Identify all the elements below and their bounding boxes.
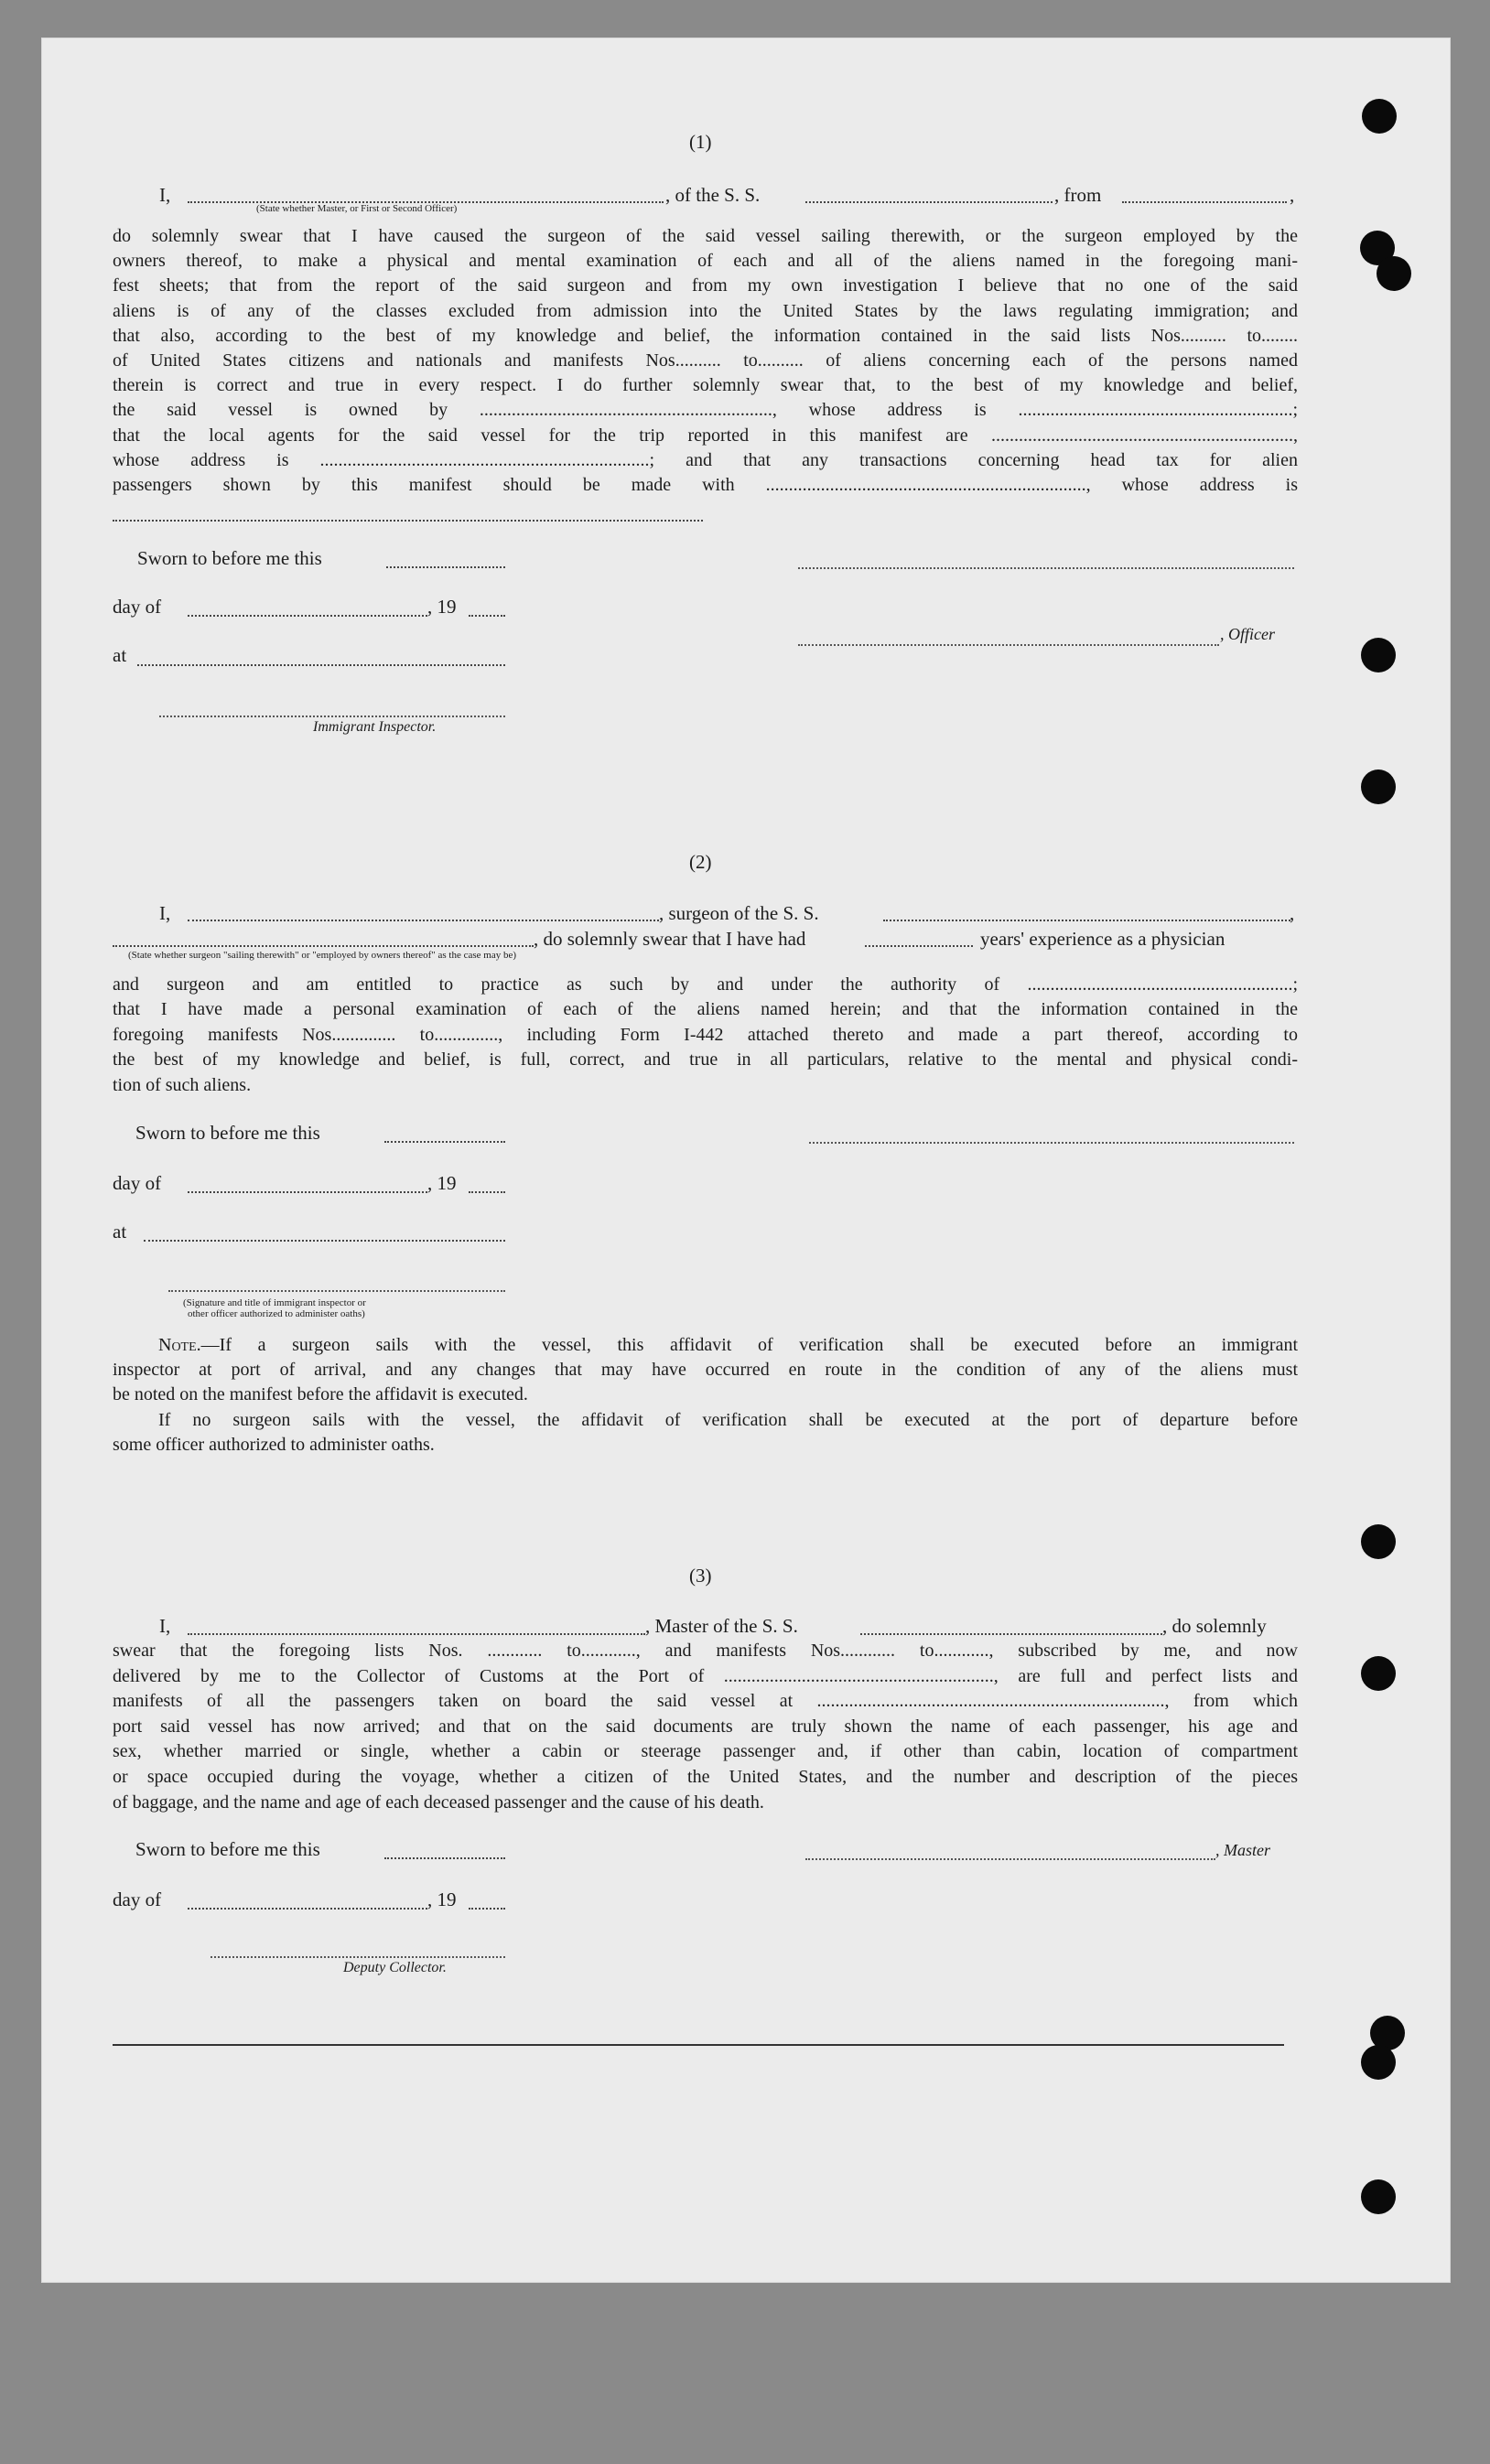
sec1-line: that also, according to the best of my knowledge and belief, the information contained in the said lists Nos.......... to........ xyxy=(113,325,1298,346)
sec2-years: years' experience as a physician xyxy=(980,928,1225,950)
sec2-sig-note-1: (Signature and title of immigrant inspector or xyxy=(183,1297,366,1308)
section-2-heading: (2) xyxy=(689,851,712,873)
sec1-line: therein is correct and true in every respect. I do further solemnly swear that, to the best of my knowledge and belief, xyxy=(113,375,1298,396)
sec1-line: owners thereof, to make a physical and mental examination of each and all of the aliens named in the foregoing mani- xyxy=(113,251,1298,272)
sec2-body xyxy=(113,973,1298,1098)
sec1-officer-note: (State whether Master, or First or Second Officer) xyxy=(256,203,458,214)
sec3-line: of baggage, and the name and age of each deceased passenger and the cause of his death. xyxy=(113,1792,764,1813)
sec1-year-field[interactable] xyxy=(469,615,505,617)
sec1-sworn-date-field[interactable] xyxy=(386,566,505,568)
sec3-master-of: , Master of the S. S. xyxy=(645,1615,798,1637)
binder-hole-4 xyxy=(1361,638,1396,672)
binder-hole-5 xyxy=(1361,769,1396,804)
sec2-vessel-field[interactable] xyxy=(883,920,1290,921)
binder-hole-10 xyxy=(1361,2179,1396,2214)
sec2-line: the best of my knowledge and belief, is full, correct, and true in all particulars, relative to the mental and physical condi- xyxy=(113,1049,1298,1071)
sec3-vessel-field[interactable] xyxy=(860,1633,1162,1635)
binder-hole-1 xyxy=(1362,99,1397,134)
sec3-master-signature[interactable] xyxy=(805,1858,1215,1860)
binder-hole-3 xyxy=(1377,256,1411,291)
sec3-year-field[interactable] xyxy=(469,1908,505,1910)
sec1-line: fest sheets; that from the report of the said surgeon and from my own investigation I believe that no one of the said xyxy=(113,275,1298,296)
bottom-rule xyxy=(113,2044,1284,2046)
section-1-heading: (1) xyxy=(689,131,712,153)
sec3-year: , 19 xyxy=(427,1888,457,1910)
sec2-at-field[interactable] xyxy=(144,1240,505,1242)
sec1-vessel-field[interactable] xyxy=(805,201,1053,203)
sec3-line: or space occupied during the voyage, whether a citizen of the United States, and the number and description of the pieces xyxy=(113,1766,1298,1787)
sec2-surgeon-name-field[interactable] xyxy=(188,920,659,921)
sec1-sworn: Sworn to before me this xyxy=(137,547,322,569)
sec1-at-field[interactable] xyxy=(137,664,505,666)
sec1-line: the said vessel is owned by ................................................................, whose address is ............................................................; xyxy=(113,400,1298,421)
sec3-line: swear that the foregoing lists Nos. ............ to............, and manifests Nos............ to............, subscribed by me, and now xyxy=(113,1641,1298,1661)
binder-hole-6 xyxy=(1361,1524,1396,1559)
sec3-body xyxy=(113,1639,1298,1815)
sec2-sworn-date-field[interactable] xyxy=(384,1141,505,1143)
sec1-line: whose address is ........................................................................; and that any transactions concerning head tax for alien xyxy=(113,449,1298,470)
sec1-line: that the local agents for the said vessel for the trip reported in this manifest are .................................................................., xyxy=(113,425,1298,446)
sec2-surgeon-of: , surgeon of the S. S. xyxy=(659,902,819,924)
sec3-line: sex, whether married or single, whether a cabin or steerage passenger and, if other than cabin, location of compartment xyxy=(113,1741,1298,1762)
sec1-inspector-label: Immigrant Inspector. xyxy=(313,719,437,735)
sec2-line: foregoing manifests Nos.............. to.............., including Form I-442 attached thereto and made a part thereof, according to xyxy=(113,1024,1298,1045)
sec2-line: and surgeon and am entitled to practice as such by and under the authority of ..........................................................; xyxy=(113,974,1298,995)
section-3-heading: (3) xyxy=(689,1565,712,1587)
sec2-note xyxy=(113,1333,1298,1458)
sec3-collector-label: Deputy Collector. xyxy=(343,1960,447,1975)
sec2-comma: , xyxy=(1290,902,1295,924)
sec2-day-of: day of xyxy=(113,1172,162,1194)
sec1-from-field[interactable] xyxy=(1122,201,1287,203)
sec1-line: aliens is of any of the classes excluded from admission into the United States by the laws regulating immigration; and xyxy=(113,300,1298,321)
sec2-note-line: be noted on the manifest before the affidavit is executed. xyxy=(113,1384,528,1405)
sec2-note-line-1 xyxy=(113,1333,1298,1358)
sec1-line: passengers shown by this manifest should be made with ......................................................................, whose address is xyxy=(113,475,1298,496)
sec2-note2-line: If no surgeon sails with the vessel, the affidavit of verification shall be executed at the port of departure before xyxy=(158,1409,1298,1430)
sec1-day-field[interactable] xyxy=(188,615,427,617)
note-text: —If a surgeon sails with the vessel, this affidavit of verification shall be executed before an immigrant xyxy=(200,1335,1298,1355)
sec3-collector-signature[interactable] xyxy=(211,1956,505,1958)
sec1-from: , from xyxy=(1054,184,1102,206)
sec1-year: , 19 xyxy=(427,596,457,618)
sec2-line: tion of such aliens. xyxy=(113,1074,252,1095)
sec2-note-line: inspector at port of arrival, and any changes that may have occurred en route in the condition of any of the aliens must xyxy=(113,1360,1298,1381)
sec1-at: at xyxy=(113,644,127,666)
sec2-note2-line: some officer authorized to administer oaths. xyxy=(113,1434,435,1455)
sec2-line: that I have made a personal examination of each of the aliens named herein; and that the information contained in the xyxy=(113,999,1298,1020)
sec1-officer-label: , Officer xyxy=(1220,625,1275,643)
sec1-i: I, xyxy=(159,184,171,206)
sec1-inspector-signature[interactable] xyxy=(159,716,505,717)
sec2-day-field[interactable] xyxy=(188,1191,427,1193)
sec1-address-continuation[interactable] xyxy=(113,520,703,522)
sec2-years-field[interactable] xyxy=(865,945,973,947)
sec1-comma: , xyxy=(1290,184,1295,206)
sec3-line: port said vessel has now arrived; and that on the said documents are truly shown the name of each passenger, his age and xyxy=(113,1716,1298,1737)
binder-hole-9 xyxy=(1361,2045,1396,2080)
sec1-body xyxy=(113,224,1298,498)
sec1-of-ss: , of the S. S. xyxy=(665,184,761,206)
sec3-master-name-field[interactable] xyxy=(188,1633,645,1635)
sec2-sig-note-2: other officer authorized to administer oaths) xyxy=(188,1308,365,1319)
sec1-line: of United States citizens and nationals and manifests Nos.......... to.......... of aliens concerning each of the persons named xyxy=(113,350,1298,371)
sec1-line: do solemnly swear that I have caused the surgeon of the said vessel sailing therewith, or the surgeon employed by the xyxy=(113,226,1298,246)
sec2-surgeon-type-field[interactable] xyxy=(113,945,534,947)
sec3-line: manifests of all the passengers taken on board the said vessel at ............................................................................, from which xyxy=(113,1691,1298,1712)
sec2-sworn: Sworn to before me this xyxy=(135,1122,320,1144)
sec2-surgeon-signature[interactable] xyxy=(809,1142,1294,1144)
sec2-year: , 19 xyxy=(427,1172,457,1194)
sec3-day-field[interactable] xyxy=(188,1908,427,1910)
sec3-sworn-date-field[interactable] xyxy=(384,1857,505,1859)
sec3-master-label: , Master xyxy=(1215,1841,1270,1859)
sec2-swear: , do solemnly swear that I have had xyxy=(534,928,806,950)
sec2-at: at xyxy=(113,1221,127,1243)
sec2-inspector-signature[interactable] xyxy=(168,1290,505,1292)
sec1-officer-signature-top[interactable] xyxy=(798,567,1294,569)
sec2-year-field[interactable] xyxy=(469,1191,505,1193)
binder-hole-7 xyxy=(1361,1656,1396,1691)
sec2-i: I, xyxy=(159,902,171,924)
sec2-surgeon-note: (State whether surgeon "sailing therewith" or "employed by owners thereof" as the case may be) xyxy=(128,950,517,961)
sec1-day-of: day of xyxy=(113,596,162,618)
sec3-sworn: Sworn to before me this xyxy=(135,1838,320,1860)
sec3-solemnly: , do solemnly xyxy=(1162,1615,1267,1637)
sec3-i: I, xyxy=(159,1615,171,1637)
note-label: Note. xyxy=(158,1335,201,1355)
sec3-line: delivered by me to the Collector of Customs at the Port of ..........................................................., are full and perfect lists and xyxy=(113,1665,1298,1686)
sec3-day-of: day of xyxy=(113,1888,162,1910)
sec1-officer-signature[interactable] xyxy=(798,644,1219,646)
